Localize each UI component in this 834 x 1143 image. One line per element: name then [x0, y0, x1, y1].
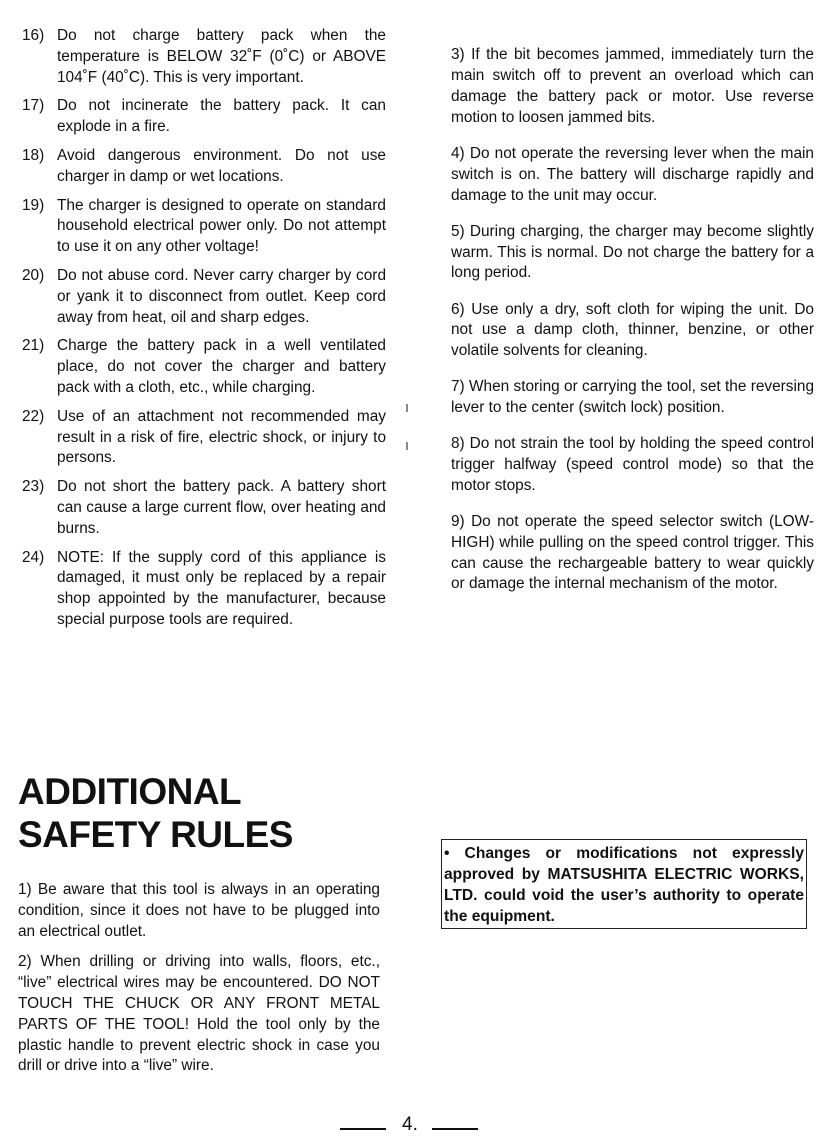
rule-item	[22, 407, 386, 469]
rule-item	[22, 266, 386, 328]
note-item: 6) Use only a dry, soft cloth for wiping the unit. Do not use a damp cloth, thinner, benzine, or other volatile solvents for cleaning.	[451, 300, 814, 360]
rule-number: 18)	[22, 146, 45, 164]
note-item: 7) When storing or carrying the tool, set the reversing lever to the center (switch lock) position.	[451, 378, 814, 417]
additional-rules	[18, 880, 380, 1087]
rule-number: 19)	[22, 196, 45, 214]
heading-line-2: SAFETY RULES	[18, 814, 293, 855]
note-item: 5) During charging, the charger may become slightly warm. This is normal. Do not charge the battery for a long period.	[451, 222, 814, 282]
rule-text: NOTE: If the supply cord of this appliance is damaged, it must only be replaced by a repair shop appointed by the manufacturer, because special purpose tools are required.	[57, 548, 386, 628]
rule-number: 22)	[22, 407, 45, 425]
rule-item	[22, 146, 386, 188]
additional-rule: 2) When drilling or driving into walls, floors, etc., “live” electrical wires may be encountered. DO NOT TOUCH THE CHUCK OR ANY FRONT METAL PARTS OF THE TOOL! Hold the tool only by the plastic handle to prevent electric shock in case you drill or drive into a “live” wire.	[18, 953, 380, 1075]
page-footer	[340, 1114, 480, 1140]
page-number: 4.	[402, 1114, 418, 1135]
rule-text: Avoid dangerous environment. Do not use charger in damp or wet locations.	[57, 146, 386, 185]
rule-number: 21)	[22, 337, 45, 355]
rule-text: The charger is designed to operate on standard household electrical power only. Do not attempt to use it on any other voltage!	[57, 196, 386, 256]
rule-text: Do not incinerate the battery pack. It can explode in a fire.	[57, 97, 386, 136]
note-item: 4) Do not operate the reversing lever when the main switch is on. The battery will discharge rapidly and damage to the unit may occur.	[451, 144, 814, 204]
rule-item	[22, 548, 386, 631]
rule-item	[22, 196, 386, 258]
rule-text: Do not abuse cord. Never carry charger by cord or yank it to disconnect from outlet. Keep cord away from heat, oil and sharp edges.	[57, 266, 386, 326]
footer-dash-left	[340, 1128, 386, 1130]
left-column	[22, 26, 386, 639]
rule-item	[22, 96, 386, 138]
rule-text: Charge the battery pack in a well ventilated place, do not cover the charger and battery pack with a cloth, etc., while charging.	[57, 337, 386, 396]
scan-mark	[406, 442, 408, 450]
right-column	[451, 30, 814, 605]
rule-text: Do not short the battery pack. A battery short can cause a large current flow, over heating and burns.	[57, 478, 386, 537]
section-heading	[18, 770, 378, 856]
rule-number: 17)	[22, 97, 45, 115]
note-item: 9) Do not operate the speed selector switch (LOW-HIGH) while pulling on the speed control trigger. This can cause the rechargeable battery to wear quickly or damage the internal mechanism of the motor.	[451, 513, 814, 593]
heading-line-1: ADDITIONAL	[18, 771, 242, 812]
note-item: 3) If the bit becomes jammed, immediately turn the main switch off to prevent an overload which can damage the battery pack or motor. Use reverse motion to loosen jammed bits.	[451, 46, 814, 126]
rule-item	[22, 477, 386, 539]
footer-dash-right	[432, 1128, 478, 1130]
rule-item	[22, 336, 386, 398]
rule-number: 20)	[22, 266, 45, 284]
notice-text: • Changes or modifications not expressly approved by MATSUSHITA ELECTRIC WORKS, LTD. could void the user’s authority to operate the equipment.	[444, 845, 804, 925]
scan-mark	[406, 404, 408, 412]
rule-number: 24)	[22, 548, 45, 566]
rule-item	[22, 26, 386, 88]
rule-text: Do not charge battery pack when the temperature is BELOW 32˚F (0˚C) or ABOVE 104˚F (40˚C). This is very important.	[57, 27, 386, 86]
rule-text: Use of an attachment not recommended may result in a risk of fire, electric shock, or injury to persons.	[57, 407, 386, 467]
rule-number: 23)	[22, 478, 45, 496]
additional-rule: 1) Be aware that this tool is always in an operating condition, since it does not have to be plugged into an electrical outlet.	[18, 881, 380, 940]
fcc-notice-box	[441, 839, 807, 929]
note-item: 8) Do not strain the tool by holding the speed control trigger halfway (speed control mode) so that the motor stops.	[451, 435, 814, 494]
rule-number: 16)	[22, 27, 45, 44]
